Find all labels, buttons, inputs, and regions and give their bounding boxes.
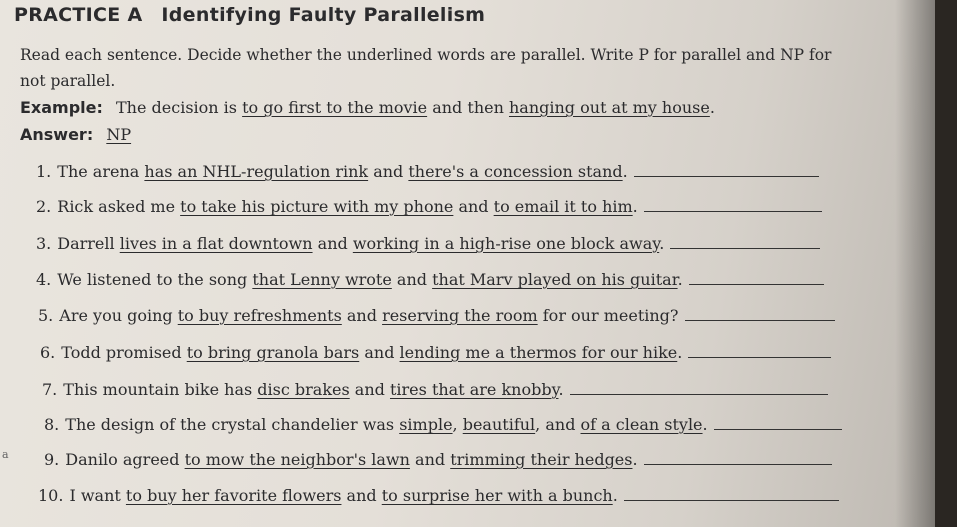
underlined-phrase: lives in a flat downtown	[119, 234, 313, 253]
question-number: 5.	[38, 306, 54, 325]
underlined-phrase: has an NHL-regulation rink	[144, 162, 369, 181]
sentence-text: Rick asked me	[57, 197, 181, 216]
sentence-text: .	[709, 98, 715, 117]
question-item	[44, 415, 842, 434]
question-item	[44, 450, 832, 469]
underlined-phrase: of a clean style	[580, 415, 703, 434]
example-answer	[20, 125, 131, 144]
question-text	[57, 270, 682, 289]
sentence-text: The design of the crystal chandelier was	[65, 415, 400, 434]
answer-blank[interactable]	[624, 499, 839, 501]
question-item	[36, 270, 824, 289]
question-item	[38, 486, 839, 505]
underlined-phrase: reserving the room	[382, 306, 538, 325]
question-number: 7.	[42, 380, 58, 399]
sentence-text: and	[453, 197, 494, 216]
sentence-text: The decision is	[116, 98, 243, 117]
sentence-text: .	[677, 270, 683, 289]
sentence-text: Darrell	[57, 234, 120, 253]
example-label: Example:	[20, 98, 103, 117]
question-text	[57, 197, 638, 216]
answer-blank[interactable]	[644, 463, 832, 465]
underlined-phrase: that Lenny wrote	[252, 270, 392, 289]
sentence-text: .	[612, 486, 618, 505]
sentence-text: .	[659, 234, 665, 253]
question-text	[57, 162, 627, 181]
underlined-phrase: tires that are knobby	[389, 380, 559, 399]
question-text	[65, 450, 637, 469]
underlined-phrase: simple	[399, 415, 453, 434]
question-text	[61, 343, 682, 362]
underlined-phrase: to take his picture with my phone	[180, 197, 454, 216]
sentence-text: and	[391, 270, 433, 289]
sentence-text: and	[368, 162, 409, 181]
underlined-phrase: hanging out at my house	[508, 98, 710, 117]
practice-title	[14, 4, 485, 26]
sentence-text: .	[677, 343, 683, 362]
answer-label: Answer:	[20, 125, 94, 144]
sentence-text: The arena	[57, 162, 145, 181]
underlined-phrase: disc brakes	[257, 380, 350, 399]
question-number: 4.	[36, 270, 52, 289]
sentence-text: .	[702, 415, 708, 434]
question-number: 2.	[36, 197, 52, 216]
question-text	[57, 234, 664, 253]
sentence-text: .	[632, 197, 638, 216]
sentence-text: ,	[452, 415, 463, 434]
practice-label: PRACTICE A	[14, 4, 143, 26]
sentence-text: We listened to the song	[57, 270, 253, 289]
sentence-text: and	[349, 380, 390, 399]
underlined-phrase: to email it to him	[493, 197, 633, 216]
question-number: 9.	[44, 450, 60, 469]
answer-blank[interactable]	[689, 283, 824, 285]
question-item	[38, 306, 835, 325]
instructions: Read each sentence. Decide whether the underlined words are parallel. Write P for parallel and NP for not parallel.	[20, 46, 832, 90]
underlined-phrase: to buy refreshments	[177, 306, 342, 325]
sentence-text: I want	[69, 486, 126, 505]
question-text	[59, 306, 678, 325]
answer-blank[interactable]	[634, 175, 819, 177]
answer-value: NP	[106, 125, 132, 144]
practice-heading: Identifying Faulty Parallelism	[161, 4, 486, 26]
example-sentence	[20, 98, 715, 117]
answer-blank[interactable]	[570, 393, 828, 395]
underlined-phrase: to bring granola bars	[186, 343, 360, 362]
sentence-text: and	[359, 343, 400, 362]
question-text	[69, 486, 617, 505]
sentence-text: This mountain bike has	[63, 380, 258, 399]
sentence-text: and	[341, 306, 383, 325]
underlined-phrase: to mow the neighbor's lawn	[184, 450, 410, 469]
answer-blank[interactable]	[688, 356, 831, 358]
question-item	[36, 197, 822, 216]
sentence-text: Danilo agreed	[65, 450, 185, 469]
page-shadow	[895, 0, 935, 527]
question-text	[65, 415, 707, 434]
underlined-phrase: to buy her favorite flowers	[125, 486, 342, 505]
answer-blank[interactable]	[644, 210, 822, 212]
sentence-text: Todd promised	[61, 343, 187, 362]
sentence-text: .	[622, 162, 628, 181]
sentence-text: .	[632, 450, 638, 469]
sentence-text: and	[409, 450, 451, 469]
question-number: 10.	[38, 486, 64, 505]
underlined-phrase: to go first to the movie	[242, 98, 428, 117]
sentence-text: for our meeting?	[537, 306, 679, 325]
underlined-phrase: working in a high-rise one block away	[352, 234, 660, 253]
underlined-phrase: there's a concession stand	[408, 162, 623, 181]
underlined-phrase: to surprise her with a bunch	[381, 486, 613, 505]
example-text	[116, 98, 715, 117]
question-text	[63, 380, 563, 399]
question-item	[36, 234, 820, 253]
question-item	[40, 343, 831, 362]
sentence-text: .	[558, 380, 564, 399]
question-item	[42, 380, 828, 399]
question-number: 6.	[40, 343, 56, 362]
sentence-text: and	[341, 486, 382, 505]
sentence-text: and	[312, 234, 353, 253]
sentence-text: and then	[427, 98, 509, 117]
sentence-text: , and	[535, 415, 581, 434]
answer-blank[interactable]	[714, 428, 842, 430]
underlined-phrase: that Marv played on his guitar	[432, 270, 678, 289]
margin-mark: a	[2, 448, 9, 461]
question-number: 3.	[36, 234, 52, 253]
question-number: 1.	[36, 162, 52, 181]
underlined-phrase: lending me a thermos for our hike	[399, 343, 678, 362]
question-number: 8.	[44, 415, 60, 434]
underlined-phrase: trimming their hedges	[450, 450, 633, 469]
answer-blank[interactable]	[685, 319, 835, 321]
answer-blank[interactable]	[670, 247, 820, 249]
underlined-phrase: beautiful	[462, 415, 536, 434]
question-item	[36, 162, 819, 181]
sentence-text: Are you going	[59, 306, 178, 325]
